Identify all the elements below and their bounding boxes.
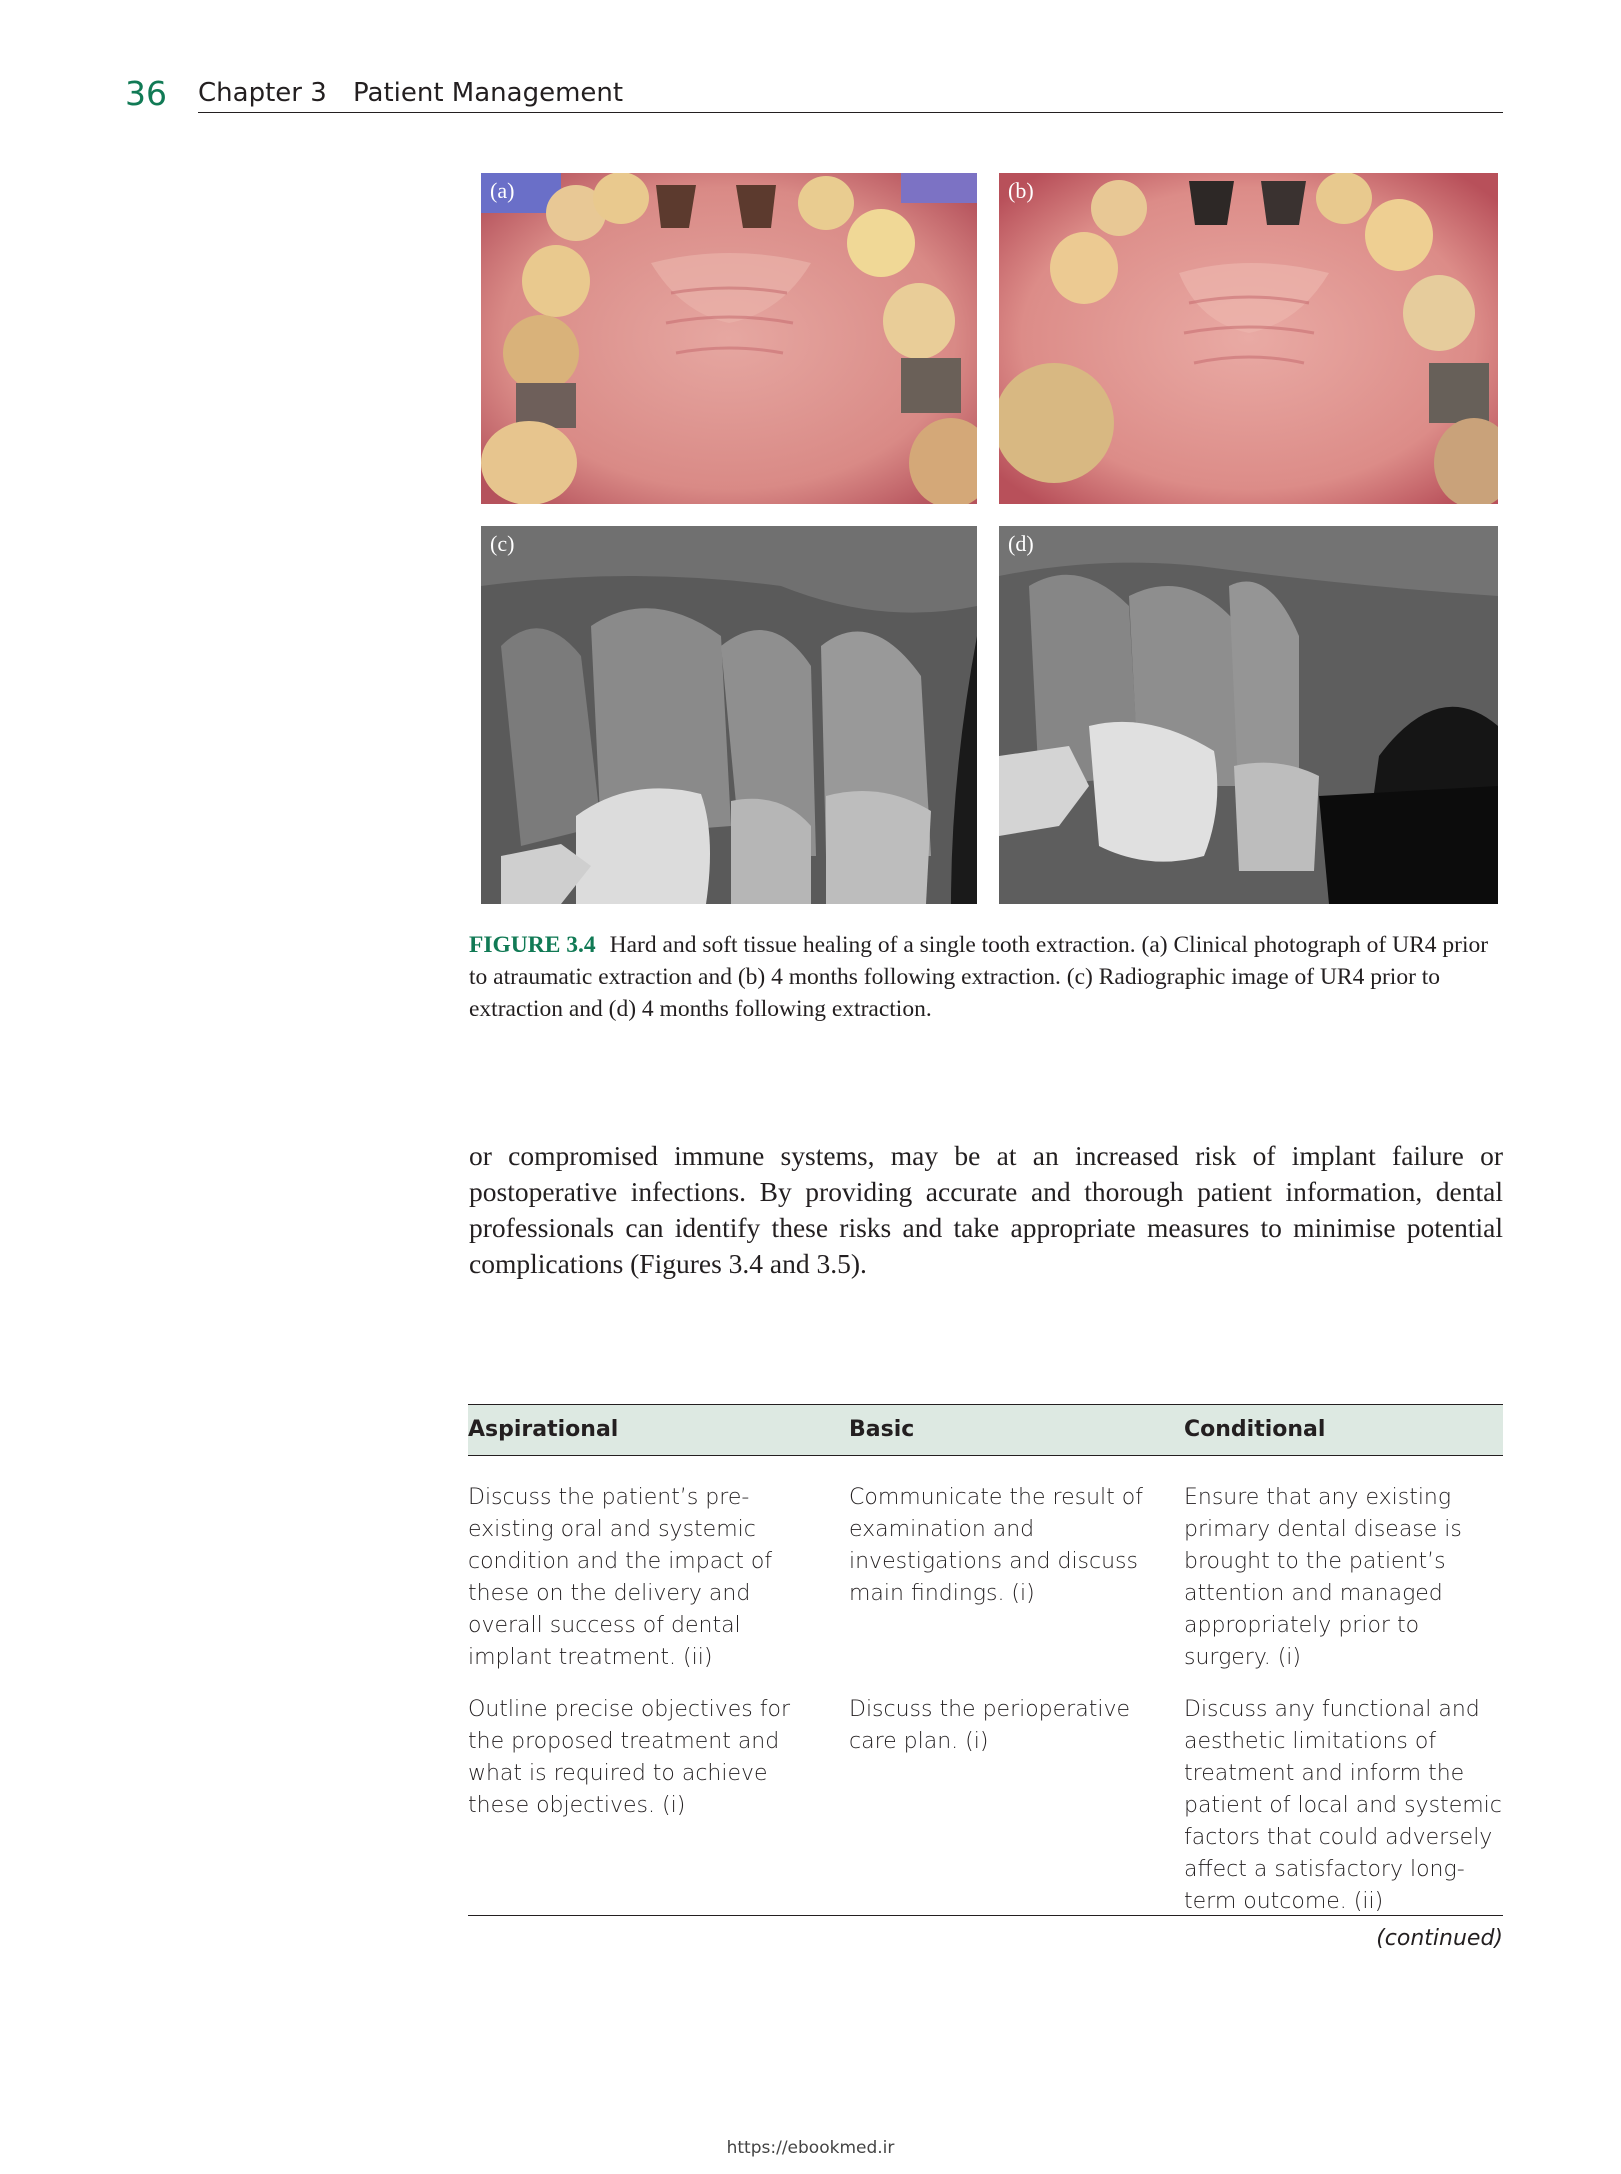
table-row <box>468 1694 1503 1926</box>
clinical-photo-b <box>999 173 1498 504</box>
panel-b-clinical-photo <box>999 173 1498 504</box>
table-cell: Discuss the patient’s pre-existing oral and systemic condition and the impact of these on the delivery and overall success of dental implant treatment. (ii) <box>468 1485 773 1670</box>
table-cell: Outline precise objectives for the proposed treatment and what is required to achieve these objectives. (i) <box>468 1697 791 1818</box>
panel-label: (a) <box>490 178 515 203</box>
table-header-basic: Basic <box>849 1417 915 1442</box>
panel-label: (b) <box>1008 178 1034 203</box>
radiograph-d <box>999 526 1498 904</box>
chapter-number: Chapter 3 <box>198 78 327 108</box>
figure-label: FIGURE 3.4 <box>469 932 596 958</box>
header-rule <box>198 112 1503 113</box>
clinical-photo-a <box>481 173 977 504</box>
body-paragraph: or compromised immune systems, may be at an increased risk of implant failure or postoperative infections. By providing accurate and thorough patient information, dental professionals can identify these risks and take appropriate measures to minimise potential complications (Figures 3.4 and 3.5). <box>469 1140 1503 1279</box>
chapter-title: Patient Management <box>353 78 624 108</box>
page-header <box>125 72 1503 114</box>
panel-a-clinical-photo <box>481 173 977 504</box>
footer-url: https://ebookmed.ir <box>726 2138 895 2158</box>
continued-note: (continued) <box>1376 1926 1503 1951</box>
table-cell: Communicate the result of examination and investigations and discuss main findings. (i) <box>849 1485 1143 1606</box>
figure-3-4 <box>481 173 1498 904</box>
figure-caption-text: Hard and soft tissue healing of a single tooth extraction. (a) Clinical photograph of UR4 prior to atraumatic extraction and (b) 4 months following extraction. (c) Radiographic image of UR4 prior to extraction and (d) 4 months following extraction. <box>469 932 1489 1022</box>
table-row <box>468 1482 1503 1682</box>
table-bottom-rule <box>468 1915 1503 1916</box>
page-number: 36 <box>125 74 167 113</box>
patient-info-table <box>468 1404 1503 1951</box>
table-header-aspirational: Aspirational <box>468 1417 619 1442</box>
panel-label: (c) <box>490 531 515 556</box>
table-cell: Discuss any functional and aesthetic limitations of treatment and inform the patient of local and systemic factors that could adversely affect a satisfactory long-term outcome. (ii) <box>1184 1697 1502 1914</box>
panel-d-radiograph <box>999 526 1498 904</box>
table-cell: Ensure that any existing primary dental disease is brought to the patient’s attention and managed appropriately prior to surgery. (i) <box>1184 1485 1462 1670</box>
panel-label: (d) <box>1008 531 1034 556</box>
table-header-row <box>468 1404 1503 1456</box>
table-header-conditional: Conditional <box>1184 1417 1326 1442</box>
table-cell: Discuss the perioperative care plan. (i) <box>849 1697 1131 1754</box>
radiograph-c <box>481 526 977 904</box>
panel-c-radiograph <box>481 526 977 904</box>
figure-caption <box>469 929 1503 1025</box>
